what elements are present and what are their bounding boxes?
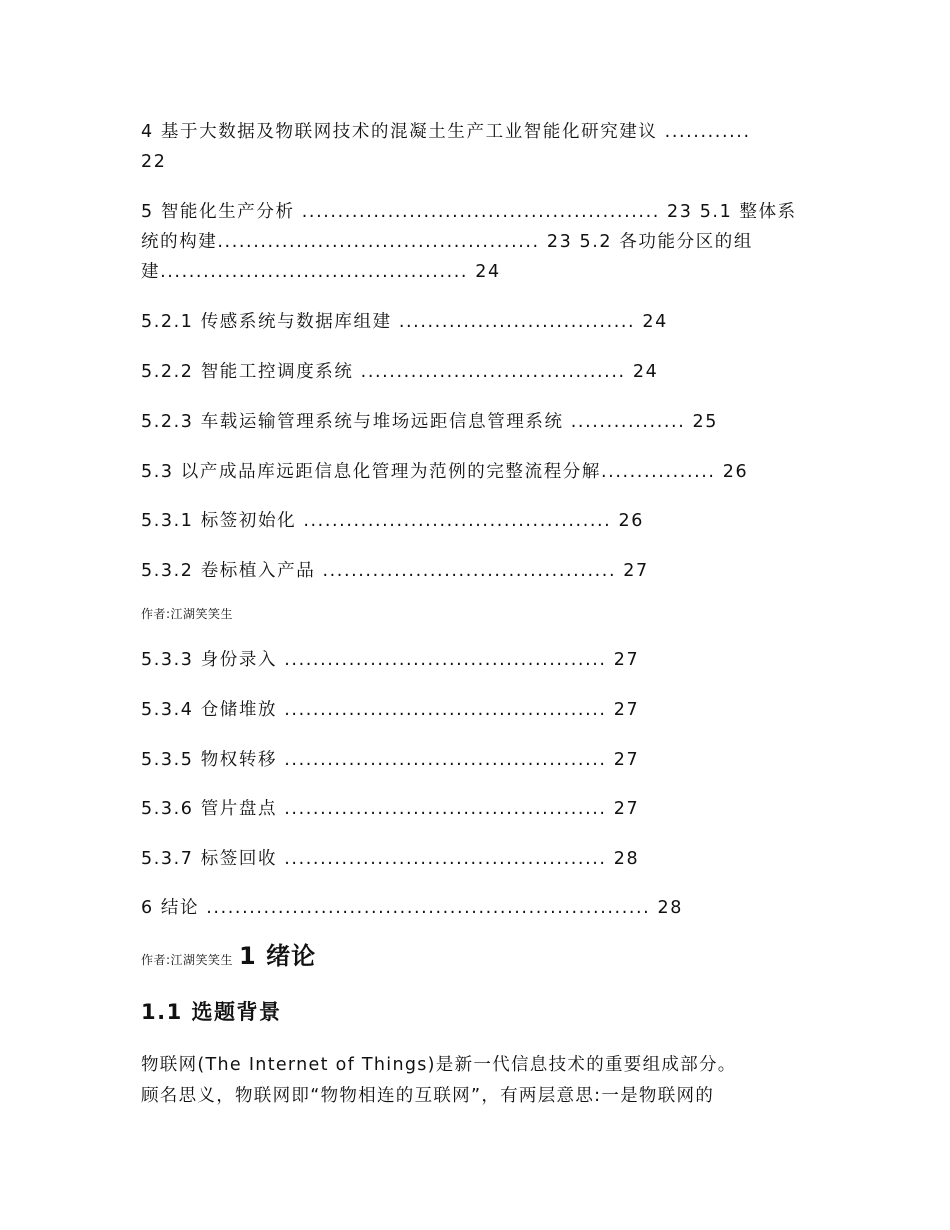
toc-entry-5-3-7: 5.3.7 标签回收 ............................................. 28 [141, 849, 640, 869]
toc-entry-5-3: 5.3 以产成品库远距信息化管理为范例的完整流程分解................ 26 [141, 462, 749, 482]
toc-entry-4-page: 22 [141, 152, 167, 172]
toc-entry-5-3-4: 5.3.4 仓储堆放 ............................................. 27 [141, 700, 640, 720]
toc-entry-5-3-6: 5.3.6 管片盘点 ............................................. 27 [141, 799, 640, 819]
toc-entry-5-3-2: 5.3.2 卷标植入产品 ......................................... 27 [141, 561, 649, 581]
author-note: 作者:江湖笑笑生 [141, 953, 234, 967]
toc-entry-5-3-5: 5.3.5 物权转移 ............................................. 27 [141, 750, 640, 770]
toc-entry-5-line2: 统的构建............................................. 23 5.2 各功能分区的组 [141, 232, 754, 252]
heading-row [141, 940, 316, 975]
chapter-heading: 1 绪论 [239, 942, 317, 970]
toc-entry-4: 4 基于大数据及物联网技术的混凝土生产工业智能化研究建议 ............ [141, 122, 751, 142]
toc-entry-5-2-3: 5.2.3 车载运输管理系统与堆场远距信息管理系统 ................ 25 [141, 412, 718, 432]
paragraph-line: 物联网(The Internet of Things)是新一代信息技术的重要组成部分。 [141, 1055, 737, 1075]
toc-entry-5-2-2: 5.2.2 智能工控调度系统 ..................................... 24 [141, 362, 659, 382]
section-heading: 1.1 选题背景 [141, 1000, 282, 1024]
toc-entry-5-line3: 建........................................... 24 [141, 262, 501, 282]
toc-entry-5-line1: 5 智能化生产分析 .................................................. 23 5.1 整体系 [141, 202, 797, 222]
paragraph-line: 顾名思义，物联网即“物物相连的互联网”，有两层意思:一是物联网的 [141, 1086, 715, 1106]
author-note: 作者:江湖笑笑生 [141, 607, 234, 621]
toc-entry-5-2-1: 5.2.1 传感系统与数据库组建 ................................. 24 [141, 312, 668, 332]
toc-entry-5-3-1: 5.3.1 标签初始化 ........................................... 26 [141, 511, 644, 531]
toc-entry-5-3-3: 5.3.3 身份录入 ............................................. 27 [141, 650, 640, 670]
toc-entry-6: 6 结论 .............................................................. 28 [141, 898, 683, 918]
